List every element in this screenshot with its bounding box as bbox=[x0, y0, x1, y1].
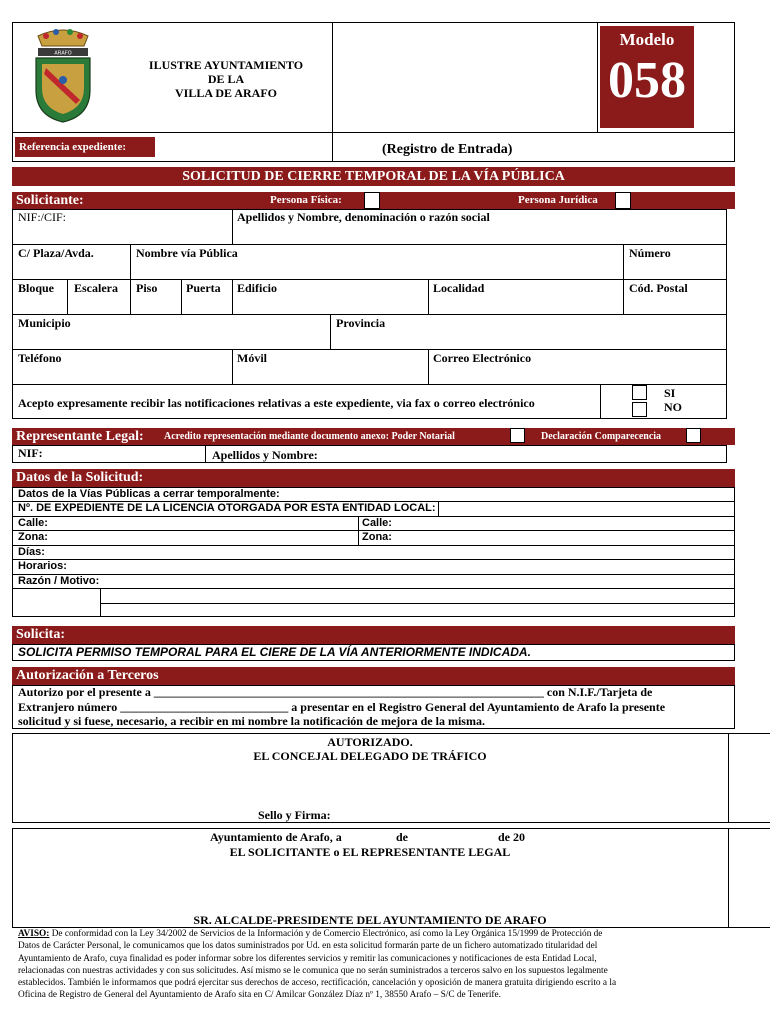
acepto-notificaciones-label: Acepto expresamente recibir las notificaciones relativas a este expediente, via fax o correo electrónico bbox=[18, 396, 535, 410]
autorizado-line: EL CONCEJAL DELEGADO DE TRÁFICO bbox=[253, 749, 487, 763]
zona-2-label: Zona: bbox=[362, 531, 392, 543]
persona-juridica-label: Persona Jurídica bbox=[518, 194, 598, 206]
bloque-label: Bloque bbox=[18, 281, 55, 295]
provincia-label: Provincia bbox=[336, 316, 386, 330]
row-divider bbox=[12, 279, 727, 280]
declaracion-checkbox[interactable] bbox=[686, 428, 701, 443]
autorizado-line: AUTORIZADO. bbox=[327, 735, 413, 749]
col-divider bbox=[205, 445, 206, 463]
calle-label: C/ Plaza/Avda. bbox=[18, 246, 94, 260]
fecha-label-de20: de 20 bbox=[498, 830, 525, 844]
localidad-label: Localidad bbox=[433, 281, 485, 295]
org-line: VILLA DE ARAFO bbox=[174, 86, 278, 100]
nif-label: NIF:/CIF: bbox=[18, 210, 67, 224]
persona-fisica-label: Persona Física: bbox=[270, 194, 342, 206]
row-divider bbox=[12, 349, 727, 350]
crest-text: ARAFO bbox=[54, 50, 72, 57]
org-line: DE LA bbox=[207, 72, 245, 86]
row-divider bbox=[12, 244, 727, 245]
col-divider bbox=[728, 828, 729, 928]
modelo-box bbox=[600, 26, 694, 128]
solicitante-firma-label: EL SOLICITANTE o EL REPRESENTANTE LEGAL bbox=[229, 845, 511, 859]
col-divider bbox=[181, 279, 182, 314]
aviso-line: Ayuntamiento de Arafo, cuya finalidad es poder informar sobre los diferentes servicios y remitir las comunicaciones y notificaciones de esta Entidad Local, bbox=[18, 953, 597, 964]
persona-juridica-checkbox[interactable] bbox=[615, 192, 631, 209]
puerta-label: Puerta bbox=[186, 281, 221, 295]
zona-1-label: Zona: bbox=[18, 531, 48, 543]
reference-label: Referencia expediente: bbox=[15, 137, 155, 157]
organization-name bbox=[140, 58, 312, 100]
form-title: SOLICITUD DE CIERRE TEMPORAL DE LA VÍA PÚBLICA bbox=[12, 167, 735, 186]
modelo-label: Modelo bbox=[619, 30, 675, 49]
autorizacion-heading: Autorización a Terceros bbox=[12, 667, 735, 685]
aviso-label: AVISO: bbox=[18, 929, 50, 939]
col-divider bbox=[438, 501, 439, 516]
aviso-legal bbox=[18, 928, 734, 1002]
col-divider bbox=[428, 349, 429, 384]
modelo-number: 058 bbox=[608, 52, 686, 109]
solicita-text: SOLICITA PERMISO TEMPORAL PARA EL CIERE DE LA VÍA ANTERIORMENTE INDICADA. bbox=[18, 645, 531, 659]
movil-label: Móvil bbox=[237, 351, 267, 365]
col-divider bbox=[600, 384, 601, 419]
row-divider bbox=[12, 588, 735, 589]
divider bbox=[597, 22, 598, 132]
col-divider bbox=[100, 588, 101, 617]
col-divider bbox=[67, 279, 68, 314]
edificio-label: Edificio bbox=[237, 281, 278, 295]
representante-apellidos-label: Apellidos y Nombre: bbox=[212, 448, 318, 462]
autorizacion-line: solicitud y si fuese, necesario, a recibir en mi nombre la notificación de mejora de la misma. bbox=[18, 714, 485, 728]
autorizacion-line: Extranjero número ____________________________ a presentar en el Registro General del Ayuntamiento de Arafo la presente bbox=[18, 699, 666, 714]
vias-label: Datos de la Vías Públicas a cerrar temporalmente: bbox=[18, 488, 280, 500]
row-divider bbox=[12, 559, 735, 560]
col-divider bbox=[428, 279, 429, 314]
col-divider bbox=[232, 209, 233, 244]
divider bbox=[332, 22, 333, 162]
calle-2-label: Calle: bbox=[362, 517, 392, 529]
poder-notarial-checkbox[interactable] bbox=[510, 428, 525, 443]
si-label: SI bbox=[664, 386, 676, 400]
persona-fisica-checkbox[interactable] bbox=[364, 192, 380, 209]
aviso-line: Datos de Carácter Personal, le comunicamos que los datos suministrados por Ud. en esta solicitud formarán parte de un fichero automatizado titularidad del bbox=[18, 941, 598, 952]
solicitante-heading: Solicitante: bbox=[16, 193, 84, 208]
fecha-label-de: de bbox=[396, 830, 408, 844]
representante-heading: Representante Legal: bbox=[16, 429, 144, 444]
telefono-label: Teléfono bbox=[18, 351, 62, 365]
no-label: NO bbox=[664, 400, 682, 414]
col-divider bbox=[130, 279, 131, 314]
alcalde-label: SR. ALCALDE-PRESIDENTE DEL AYUNTAMIENTO DE ARAFO bbox=[193, 913, 547, 927]
datos-heading: Datos de la Solicitud: bbox=[12, 469, 735, 487]
municipio-label: Municipio bbox=[18, 316, 71, 330]
aviso-line: Oficina de Registro de General del Ayuntamiento de Arafo sita en C/ Amilcar González Díaz nº 1, 38550 Arafo – S/C de Tenerife. bbox=[18, 990, 501, 1001]
dias-label: Días: bbox=[18, 546, 45, 558]
declaracion-label: Declaración Comparecencia bbox=[541, 431, 662, 442]
aviso-line: relacionadas con nuestras actividades y con sus solicitudes. Así mismo se le comunica que no serán suministrados a terceros salvo en los supuestos legalmente bbox=[18, 965, 608, 976]
cod-postal-label: Cód. Postal bbox=[629, 281, 688, 295]
col-divider bbox=[728, 733, 729, 823]
si-checkbox[interactable] bbox=[632, 385, 647, 400]
col-divider bbox=[130, 244, 131, 279]
col-divider bbox=[232, 279, 233, 314]
expediente-label: Nº. DE EXPEDIENTE DE LA LICENCIA OTORGADA POR ESTA ENTIDAD LOCAL: bbox=[18, 502, 436, 514]
row-divider bbox=[100, 603, 735, 604]
autorizado-text bbox=[200, 735, 540, 763]
row-divider bbox=[12, 545, 735, 546]
col-divider bbox=[623, 244, 624, 279]
sello-firma-label: Sello y Firma: bbox=[258, 808, 331, 822]
col-divider bbox=[232, 349, 233, 384]
apellidos-label: Apellidos y Nombre, denominación o razón social bbox=[237, 210, 490, 224]
no-checkbox[interactable] bbox=[632, 402, 647, 417]
row-divider bbox=[12, 314, 727, 315]
col-divider bbox=[623, 279, 624, 314]
coat-of-arms-logo bbox=[32, 28, 94, 124]
calle-1-label: Calle: bbox=[18, 517, 48, 529]
autorizacion-text bbox=[18, 685, 665, 729]
divider bbox=[12, 132, 735, 133]
piso-label: Piso bbox=[136, 281, 158, 295]
representante-nif-label: NIF: bbox=[18, 446, 43, 460]
row-divider bbox=[12, 574, 735, 575]
correo-label: Correo Electrónico bbox=[433, 351, 532, 365]
col-divider bbox=[358, 516, 359, 545]
fecha-label-a: Ayuntamiento de Arafo, a bbox=[210, 830, 342, 844]
aviso-line: establecidos. También le informamos que podrá ejercitar sus derechos de acceso, rectificación, cancelación y oposición de manera gratuita dirigiendo escrito a la bbox=[18, 978, 617, 989]
acredito-label: Acredito representación mediante documento anexo: Poder Notarial bbox=[164, 431, 455, 442]
escalera-label: Escalera bbox=[74, 281, 118, 295]
row-divider bbox=[12, 384, 727, 385]
numero-label: Número bbox=[629, 246, 671, 260]
org-line: ILUSTRE AYUNTAMIENTO bbox=[148, 58, 304, 72]
solicita-heading: Solicita: bbox=[12, 626, 735, 644]
horarios-label: Horarios: bbox=[18, 560, 67, 572]
representante-row bbox=[12, 445, 727, 463]
autorizacion-line: Autorizo por el presente a _________________________________________________________________ con N.I.F./Tarjeta de bbox=[18, 685, 653, 699]
nombre-via-label: Nombre vía Pública bbox=[136, 246, 238, 260]
col-divider bbox=[330, 314, 331, 349]
registro-label: (Registro de Entrada) bbox=[382, 142, 513, 157]
razon-label: Razón / Motivo: bbox=[18, 575, 100, 587]
aviso-line: De conformidad con la Ley 34/2002 de Servicios de la Información y de Comercio Electrónico, así como la Ley Orgánica 15/1999 de Protección de bbox=[51, 929, 603, 939]
